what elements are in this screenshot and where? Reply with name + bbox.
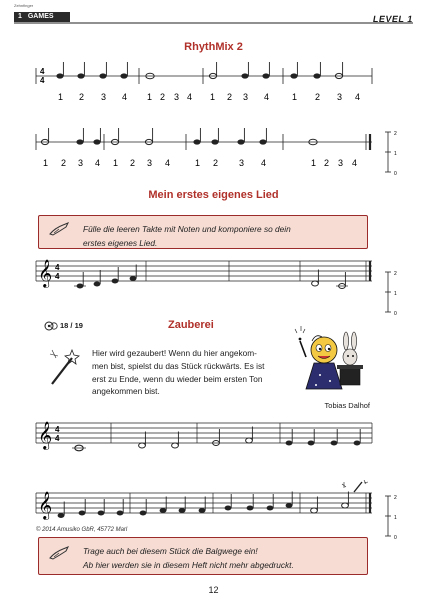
staff-zauberei-1 — [0, 414, 427, 466]
scale-label: 1 — [394, 291, 397, 297]
count: 1 — [195, 158, 201, 168]
count: 3 — [338, 158, 344, 168]
note-quarter — [193, 128, 200, 145]
count: 1 — [58, 92, 64, 102]
magic-wand-icon — [342, 480, 368, 492]
count: 4 — [95, 158, 101, 168]
note-quarter — [56, 62, 63, 79]
note-quarter — [262, 62, 269, 79]
svg-text:4: 4 — [40, 76, 45, 85]
count: 1 — [147, 92, 153, 102]
count: 2 — [315, 92, 321, 102]
count: 1 — [210, 92, 216, 102]
instruction-box — [38, 215, 368, 249]
track-number: 18 / 19 — [60, 321, 83, 330]
treble-clef-icon: 𝄞 — [38, 492, 53, 519]
note-quarter — [117, 499, 124, 516]
count: 4 — [165, 158, 171, 168]
magic-wand-icon — [46, 346, 80, 388]
note-half — [139, 432, 146, 449]
note-half — [342, 492, 349, 509]
count: 3 — [239, 158, 245, 168]
scale-label: 0 — [394, 535, 397, 541]
note-quarter — [93, 128, 100, 145]
level-label: LEVEL 1 — [372, 14, 414, 24]
note-quarter — [199, 497, 206, 514]
treble-clef-icon: 𝄞 — [38, 422, 53, 449]
rhythmix-title: RhythMix 2 — [184, 41, 243, 53]
note-quarter — [74, 272, 86, 289]
count: 4 — [355, 92, 361, 102]
svg-text:4: 4 — [55, 272, 60, 281]
note-quarter — [99, 62, 106, 79]
note-quarter — [313, 62, 320, 79]
cd-icon — [44, 321, 58, 331]
count: 3 — [243, 92, 249, 102]
scale-label: 2 — [394, 271, 397, 277]
note-quarter — [286, 429, 293, 446]
note-quarter — [120, 62, 127, 79]
note-whole — [72, 445, 86, 451]
count: 4 — [264, 92, 270, 102]
badge-label: GAMES — [27, 13, 54, 20]
count: 2 — [61, 158, 67, 168]
note-quarter — [94, 270, 101, 287]
footer-instruction-box — [38, 537, 368, 575]
count: 3 — [147, 158, 153, 168]
count: 2 — [79, 92, 85, 102]
note-half — [172, 432, 179, 449]
zauberei-title: Zauberei — [168, 319, 214, 331]
note-quarter — [130, 265, 137, 282]
badge-number: 1 — [18, 13, 22, 20]
games-badge — [14, 12, 70, 22]
note-quarter — [267, 494, 274, 511]
note-quarter — [77, 62, 84, 79]
note-half — [246, 427, 253, 444]
count: 1 — [311, 158, 317, 168]
staff-zauberei-2 — [0, 480, 427, 532]
count: 1 — [43, 158, 49, 168]
count: 2 — [160, 92, 166, 102]
svg-text:4: 4 — [55, 425, 60, 434]
scale-label: 0 — [394, 311, 397, 317]
count: 3 — [101, 92, 107, 102]
note-quarter — [354, 429, 361, 446]
count: 4 — [187, 92, 193, 102]
note-quarter — [112, 267, 119, 284]
note-quarter — [225, 494, 232, 511]
composer: Tobias Dalhof — [324, 401, 370, 410]
note-quarter — [58, 502, 65, 519]
scale-label: 0 — [394, 171, 397, 177]
count: 2 — [130, 158, 136, 168]
count: 4 — [352, 158, 358, 168]
count: 4 — [122, 92, 128, 102]
note-quarter — [259, 128, 266, 145]
count: 3 — [174, 92, 180, 102]
rhythm-line-2 — [0, 122, 427, 178]
count: 2 — [227, 92, 233, 102]
header-tiny-label: Zehnfinger — [14, 3, 34, 8]
note-half — [312, 270, 319, 287]
rhythm-line-1 — [0, 56, 427, 106]
count: 1 — [292, 92, 298, 102]
note-quarter — [290, 62, 297, 79]
count: 2 — [213, 158, 219, 168]
bellows-scale — [378, 492, 408, 542]
note-quarter — [331, 429, 338, 446]
scale-label: 2 — [394, 131, 397, 137]
header-rule — [0, 22, 427, 26]
count: 4 — [261, 158, 267, 168]
note-quarter — [160, 497, 167, 514]
pencil-hand-icon — [49, 222, 71, 236]
scale-label: 2 — [394, 495, 397, 501]
song-title: Mein erstes eigenes Lied — [148, 189, 279, 201]
treble-clef-icon: 𝄞 — [38, 260, 53, 287]
copyright: © 2014 Amusiko GbR, 45772 Marl — [36, 527, 128, 533]
scale-label: 1 — [394, 151, 397, 157]
svg-text:4: 4 — [55, 434, 60, 443]
svg-text:4: 4 — [55, 263, 60, 272]
note-quarter — [140, 499, 147, 516]
note-half — [336, 272, 348, 289]
note-quarter — [98, 499, 105, 516]
count: 2 — [324, 158, 330, 168]
bellows-scale — [378, 268, 408, 318]
note-quarter — [247, 494, 254, 511]
instruction-text: Fülle die leeren Takte mit Noten und komponiere so dein erstes eigenes Lied. — [83, 224, 291, 248]
note-quarter — [179, 497, 186, 514]
count: 3 — [337, 92, 343, 102]
count: 1 — [113, 158, 119, 168]
staff-song — [0, 252, 427, 302]
count: 3 — [78, 158, 84, 168]
magician-illustration — [292, 323, 372, 395]
bellows-scale — [378, 128, 408, 178]
note-quarter — [286, 492, 293, 509]
note-quarter — [241, 62, 248, 79]
note-half — [311, 497, 318, 514]
svg-text:4: 4 — [40, 67, 45, 76]
note-quarter — [308, 429, 315, 446]
note-quarter — [237, 128, 244, 145]
zauberei-text: Hier wird gezaubert! Wenn du hier angekom- men bist, spielst du das Stück rückwärts. Es ist erst zu Ende, wenn du wieder beim ersten Ton angekommen bist. — [92, 348, 265, 397]
footer-instruction-text: Trage auch bei diesem Stück die Balgwege ein! Ab hier werden sie in diesem Heft nicht mehr abgedruckt. — [83, 546, 294, 570]
note-quarter — [76, 128, 83, 145]
pencil-hand-icon — [49, 546, 71, 560]
page-number: 12 — [208, 585, 219, 595]
note-quarter — [211, 128, 218, 145]
note-quarter — [79, 499, 86, 516]
scale-label: 1 — [394, 515, 397, 521]
